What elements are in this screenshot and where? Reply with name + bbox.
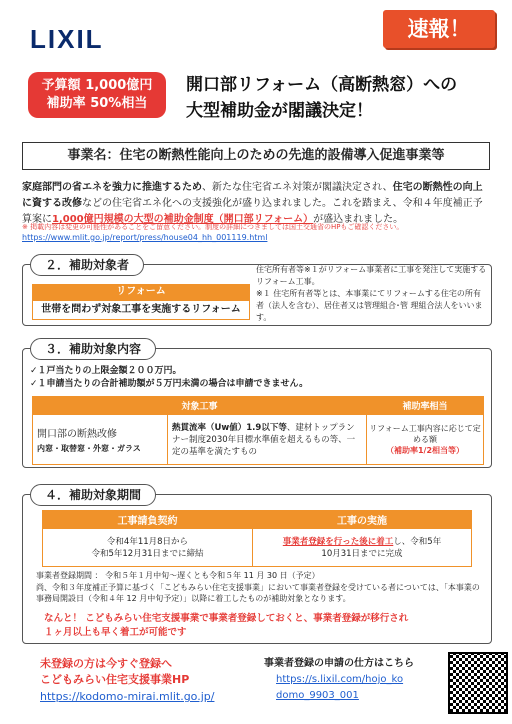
registration-period: 事業者登録期間 ： 令和５年１月中旬～遅くとも令和５年 11 月 30 日（予定） (36, 571, 320, 580)
section4-title: ４．補助対象期間 (30, 484, 156, 506)
construction-red: 事業者登録を行った後に着工 (282, 536, 394, 547)
col-construction: 工事の実施 (253, 511, 472, 529)
footer-left (40, 656, 189, 688)
construction-cell (253, 529, 472, 567)
section2-title: ２．補助対象者 (30, 254, 144, 276)
badge-line2: 補助率 50%相当 (46, 96, 148, 111)
check-item-2: ✓１申請当たりの合計補助額が５万円未満の場合は申請できません。 (30, 379, 309, 389)
target-desc1: 住宅所有者等※１がリフォーム事業者に工事を発注して実施するリフォーム工事。 (256, 265, 487, 286)
lixil-link-line2[interactable]: domo_9903_001 (276, 690, 359, 701)
lixil-link-line1[interactable]: https://s.lixil.com/hojo_ko (276, 674, 404, 685)
contract-cell (43, 529, 253, 567)
budget-badge (28, 72, 166, 118)
intro-highlight: 1,000億円規模の大型の補助金制度（開口部リフォーム） (52, 214, 314, 225)
headline (186, 72, 457, 124)
headline-line1: 開口部リフォーム（高断熱窓）への (186, 75, 458, 95)
qr-code-icon[interactable] (448, 652, 508, 714)
intro-text2: などの住宅省エネ化への支援強化が盛り込まれました。これを踏まえ、令和４年度補正予算案に (22, 198, 483, 225)
period-table (42, 510, 472, 567)
col-rate: 補助率相当 (367, 397, 484, 415)
work-name: 開口部の断熱改修 (37, 429, 117, 440)
flash-news-label: 速報！ (383, 10, 495, 48)
contract-line1: 令和4年11月8日から (106, 536, 189, 547)
intro-bold2: 住宅の断熱性の向上に資する改修 (22, 182, 483, 209)
contract-line2: 令和5年12月31日までに締結 (91, 548, 204, 559)
notice-text: 尚、令和３年度補正予算に基づく「こどもみらい住宅支援事業」において事業者登録を受けている者については、「本事業の事務局開設日（令和４年 12 月中旬予定）」以降に着工したものが補助対象となります。 (36, 583, 480, 603)
project-name: 事業名：住宅の断熱性能向上のための先進的設備導入促進事業等 (22, 142, 490, 170)
lixil-hojo-link[interactable] (276, 672, 403, 704)
work-name-cell (33, 415, 168, 465)
col-target-work: 対象工事 (33, 397, 367, 415)
footer-left-line2: こどもみらい住宅支援事業HP (40, 673, 190, 686)
section3-title: ３．補助対象内容 (30, 338, 156, 360)
intro-paragraph (22, 180, 492, 228)
construction-line1: し、令和5年 (393, 536, 442, 547)
work-desc: 、建材トップランナー制度2030年目標水準値を超えるもの等、一定の基準を満たすもの (172, 422, 356, 457)
disclaimer-note: ※ 掲載内容は変更の可能性があることをご留意ください。制度の詳細につきましては国土交通省のHPもご確認ください。 (22, 223, 404, 231)
construction-line2: 10月31日までに完成 (321, 548, 403, 559)
alert-text (44, 612, 408, 640)
headline-line2: 大型補助金が閣議決定！ (186, 101, 373, 121)
alert-line1: なんと！ こどもみらい住宅支援事業で事業者登録しておくと、事業者登録が移行され (44, 613, 409, 624)
rate-highlight: （補助率1/2相当等） (385, 446, 465, 455)
reform-body: 世帯を問わず対象工事を実施するリフォーム (32, 300, 250, 320)
reform-head: リフォーム (32, 284, 250, 300)
intro-bold1: 家庭部門の省エネを強力に推進するため (22, 182, 202, 193)
rate-cell (367, 415, 484, 465)
footer-right-title: 事業者登録の申請の仕方はこちら (264, 658, 414, 669)
work-desc-bold: 熱貫流率（Uw値）1.9以下等 (172, 422, 287, 433)
col-contract: 工事請負契約 (43, 511, 253, 529)
intro-text3: が盛込まれました。 (313, 214, 404, 225)
intro-text1: 、新たな住宅省エネ対策が閣議決定され、 (202, 182, 393, 193)
rate-text: リフォーム工事内容に応じて定める額 (369, 424, 481, 444)
content-table (32, 396, 484, 465)
badge-line1: 予算額 1,000億円 (41, 78, 153, 93)
work-sub: 内窓・取替窓・外窓・ガラス (37, 444, 141, 453)
check-item-1: ✓１戸当たりの上限金額２００万円。 (30, 366, 182, 376)
footer-left-line1: 未登録の方は今すぐ登録へ (40, 657, 172, 670)
alert-line2: １ヶ月以上も早く着工が可能です (44, 627, 187, 638)
check-list (30, 365, 308, 391)
target-desc2: ※１ 住宅所有者等とは、本事業にてリフォームする住宅の所有者（法人を含む）、居住者又は管理組合･管 理組合法人をいいます。 (256, 289, 483, 322)
reform-box (32, 284, 250, 320)
work-desc-cell (168, 415, 367, 465)
mlit-link[interactable]: https://www.mlit.go.jp/report/press/house04_hh_001119.html (22, 233, 268, 242)
lixil-logo: LIXIL (30, 24, 104, 54)
target-description (256, 264, 488, 324)
kodomo-mirai-link[interactable]: https://kodomo-mirai.mlit.go.jp/ (40, 690, 215, 703)
